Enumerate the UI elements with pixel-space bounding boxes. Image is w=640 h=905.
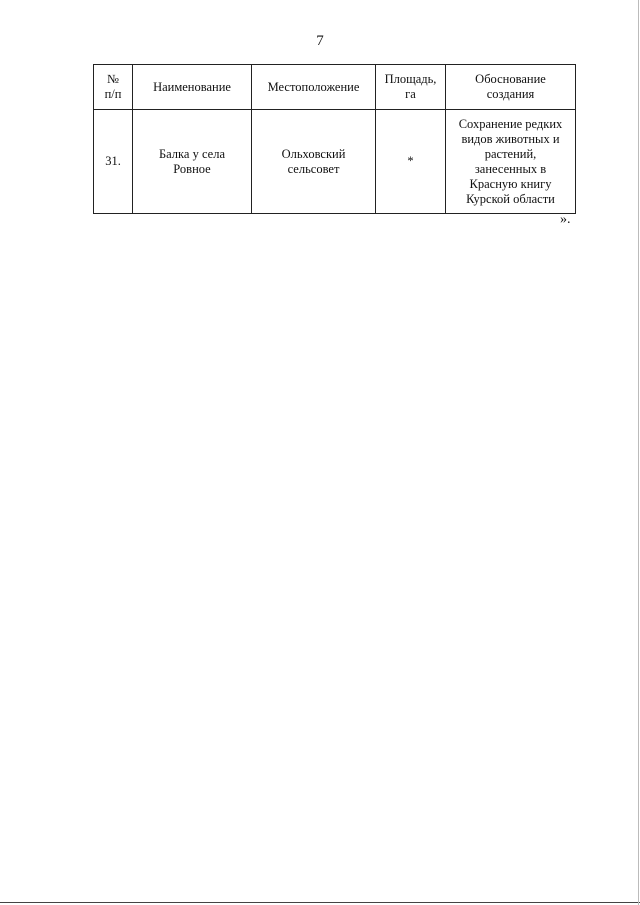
cell-name: Балка у села Ровное [133,110,252,214]
scan-edge-line [0,902,640,903]
header-justification: Обоснование создания [446,65,576,110]
cell-area: * [376,110,446,214]
closing-quote-mark: ». [560,212,571,227]
cell-justification: Сохранение редких видов животных и растений, занесенных в Красную книгу Курской области [446,110,576,214]
header-location: Местоположение [252,65,376,110]
protected-areas-table [93,64,576,214]
scan-edge-line [638,0,639,905]
header-name: Наименование [133,65,252,110]
table-header-row [94,65,576,110]
cell-location: Ольховский сельсовет [252,110,376,214]
page-number: 7 [316,33,324,49]
header-area: Площадь, га [376,65,446,110]
cell-number: 31. [94,110,133,214]
header-number: № п/п [94,65,133,110]
table-row [94,110,576,214]
